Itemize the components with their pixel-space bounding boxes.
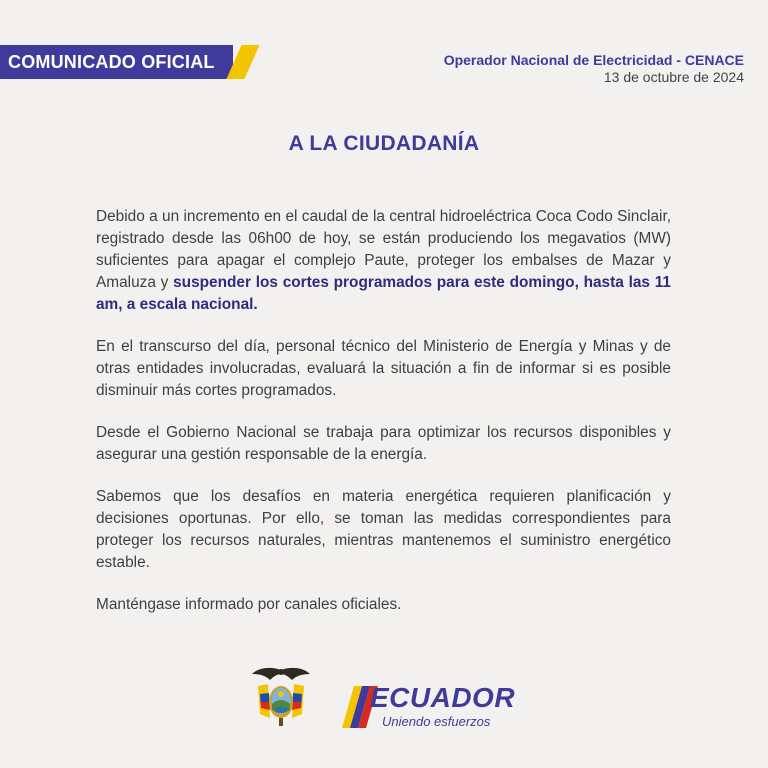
- ecuador-logo-text: ECUADOR: [370, 682, 516, 713]
- banner-comunicado-oficial: [0, 45, 252, 79]
- paragraph-2: En el transcurso del día, personal técnico del Ministerio de Energía y Minas y de otras entidades involucradas, evaluará la situación a fin de informar si es posible disminuir más cortes programados.: [96, 338, 671, 399]
- coat-of-arms-icon: [248, 664, 314, 730]
- footer-logos: [0, 664, 768, 744]
- paragraph-1-text: Debido a un incremento en el caudal de la central hidroeléctrica Coca Codo Sinclair, registrado desde las 06h00 de hoy, se están produciendo los megavatios (MW) suficientes para apagar el complejo Paute, proteger los embalses de Mazar y Amaluza y: [96, 208, 671, 291]
- paragraph-5: Manténgase informado por canales oficiales.: [96, 596, 402, 613]
- header-organization: Operador Nacional de Electricidad - CENACE: [443, 52, 744, 68]
- ecuador-logo: [340, 682, 520, 734]
- header-date: 13 de octubre de 2024: [603, 69, 744, 85]
- paragraph-4: Sabemos que los desafíos en materia energética requieren planificación y decisiones oportunas. Por ello, se toman las medidas correspondientes para proteger los recursos naturales, mientras mantenemos el suministro energético estable.: [96, 488, 671, 571]
- statement-body: [96, 206, 671, 636]
- ecuador-logo-subtitle: Uniendo esfuerzos: [382, 714, 491, 729]
- paragraph-1-bold: suspender los cortes programados para este domingo, hasta las 11 am, a escala nacional.: [96, 274, 671, 313]
- page-title: A LA CIUDADANÍA: [288, 132, 480, 155]
- paragraph-3: Desde el Gobierno Nacional se trabaja para optimizar los recursos disponibles y asegurar una gestión responsable de la energía.: [96, 424, 671, 463]
- banner-label: COMUNICADO OFICIAL: [8, 51, 215, 72]
- header-info: [444, 52, 744, 85]
- paragraph-1: [96, 206, 671, 316]
